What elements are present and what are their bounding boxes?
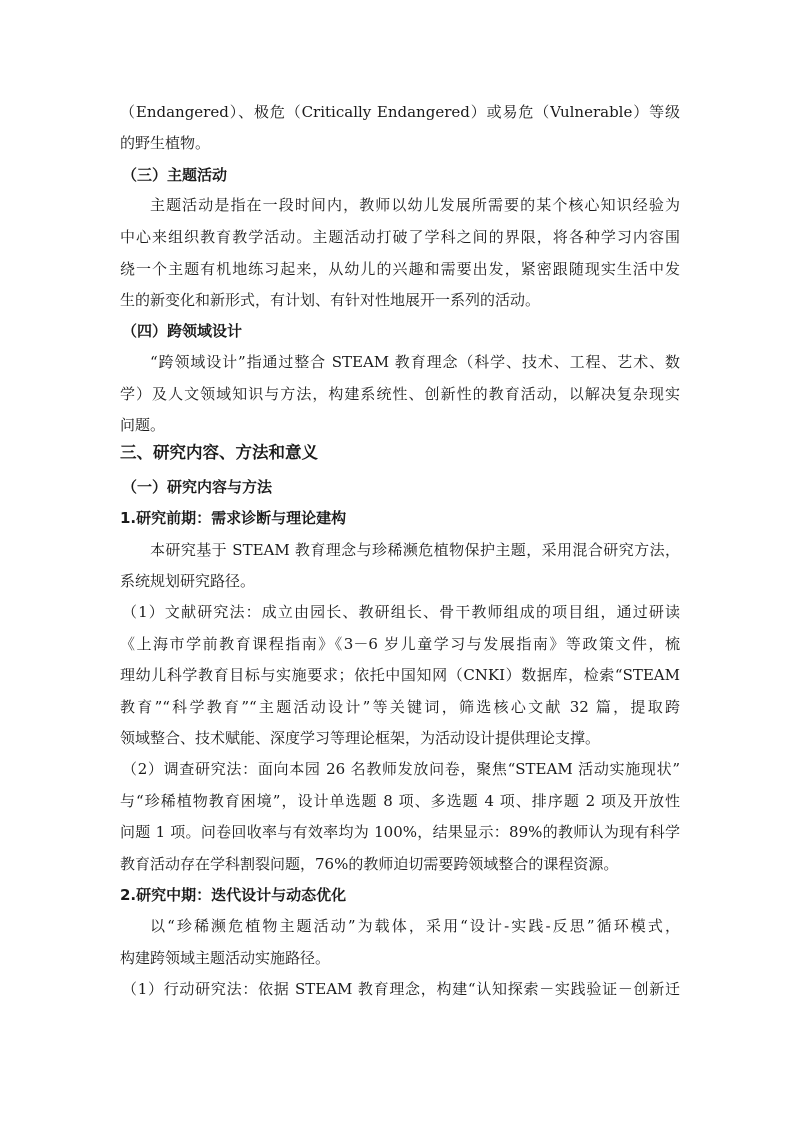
list-item-line: （2）调查研究法：面向本园 26 名教师发放问卷，聚焦“STEAM 活动实施现状” (122, 760, 680, 778)
body-line: 教育活动存在学科割裂问题，76%的教师迫切需要跨领域整合的课程资源。 (120, 855, 619, 873)
section-heading: （三）主题活动 (122, 166, 228, 184)
body-line: 与“珍稀植物教育困境”，设计单选题 8 项、多选题 4 项、排序题 2 项及开放性 (120, 792, 680, 810)
body-line: 《上海市学前教育课程指南》《3－6 岁儿童学习与发展指南》等政策文件，梳 (120, 635, 680, 653)
paragraph-first-line: 以“珍稀濒危植物主题活动”为载体，采用“设计-实践-反思”循环模式， (150, 917, 680, 935)
paragraph-first-line: “跨领域设计”指通过整合 STEAM 教育理念（科学、技术、工程、艺术、数 (150, 353, 680, 371)
section-heading: （一）研究内容与方法 (122, 478, 273, 496)
body-line: 学）及人文领域知识与方法，构建系统性、创新性的教育活动，以解决复杂现实 (120, 385, 680, 403)
body-line: 问题。 (120, 416, 166, 434)
body-line: 领域整合、技术赋能、深度学习等理论框架，为活动设计提供理论支撑。 (120, 729, 601, 747)
subsection-heading: 2.研究中期：迭代设计与动态优化 (120, 886, 347, 904)
body-line: 绕一个主题有机地练习起来，从幼儿的兴趣和需要出发，紧密跟随现实生活中发 (120, 260, 680, 278)
list-item-line: （1）行动研究法：依据 STEAM 教育理念，构建“认知探索－实践验证－创新迁 (122, 980, 680, 998)
body-line: 的野生植物。 (120, 134, 211, 152)
body-line: 构建跨领域主题活动实施路径。 (120, 949, 331, 967)
list-item-line: （1）文献研究法：成立由园长、教研组长、骨干教师组成的项目组，通过研读 (122, 603, 680, 621)
chapter-heading: 三、研究内容、方法和意义 (120, 443, 318, 462)
body-line: 问题 1 项。问卷回收率与有效率均为 100%，结果显示：89%的教师认为现有科学 (120, 823, 680, 841)
body-line: 理幼儿科学教育目标与实施要求；依托中国知网（CNKI）数据库，检索“STEAM (120, 666, 680, 684)
body-line: 系统规划研究路径。 (120, 572, 256, 590)
subsection-heading: 1.研究前期：需求诊断与理论建构 (120, 509, 347, 527)
body-line: 教育”“科学教育”“主题活动设计”等关键词，筛选核心文献 32 篇，提取跨 (120, 698, 680, 716)
body-line: （Endangered）、极危（Critically Endangered）或易危（Vulnerable）等级 (120, 103, 680, 121)
section-heading: （四）跨领域设计 (122, 322, 243, 340)
paragraph-first-line: 本研究基于 STEAM 教育理念与珍稀濒危植物保护主题，采用混合研究方法， (150, 541, 680, 559)
body-line: 中心来组织教育教学活动。主题活动打破了学科之间的界限，将各种学习内容围 (120, 228, 680, 246)
body-line: 生的新变化和新形式，有计划、有针对性地展开一系列的活动。 (120, 291, 541, 309)
paragraph-first-line: 主题活动是指在一段时间内，教师以幼儿发展所需要的某个核心知识经验为 (150, 196, 680, 214)
